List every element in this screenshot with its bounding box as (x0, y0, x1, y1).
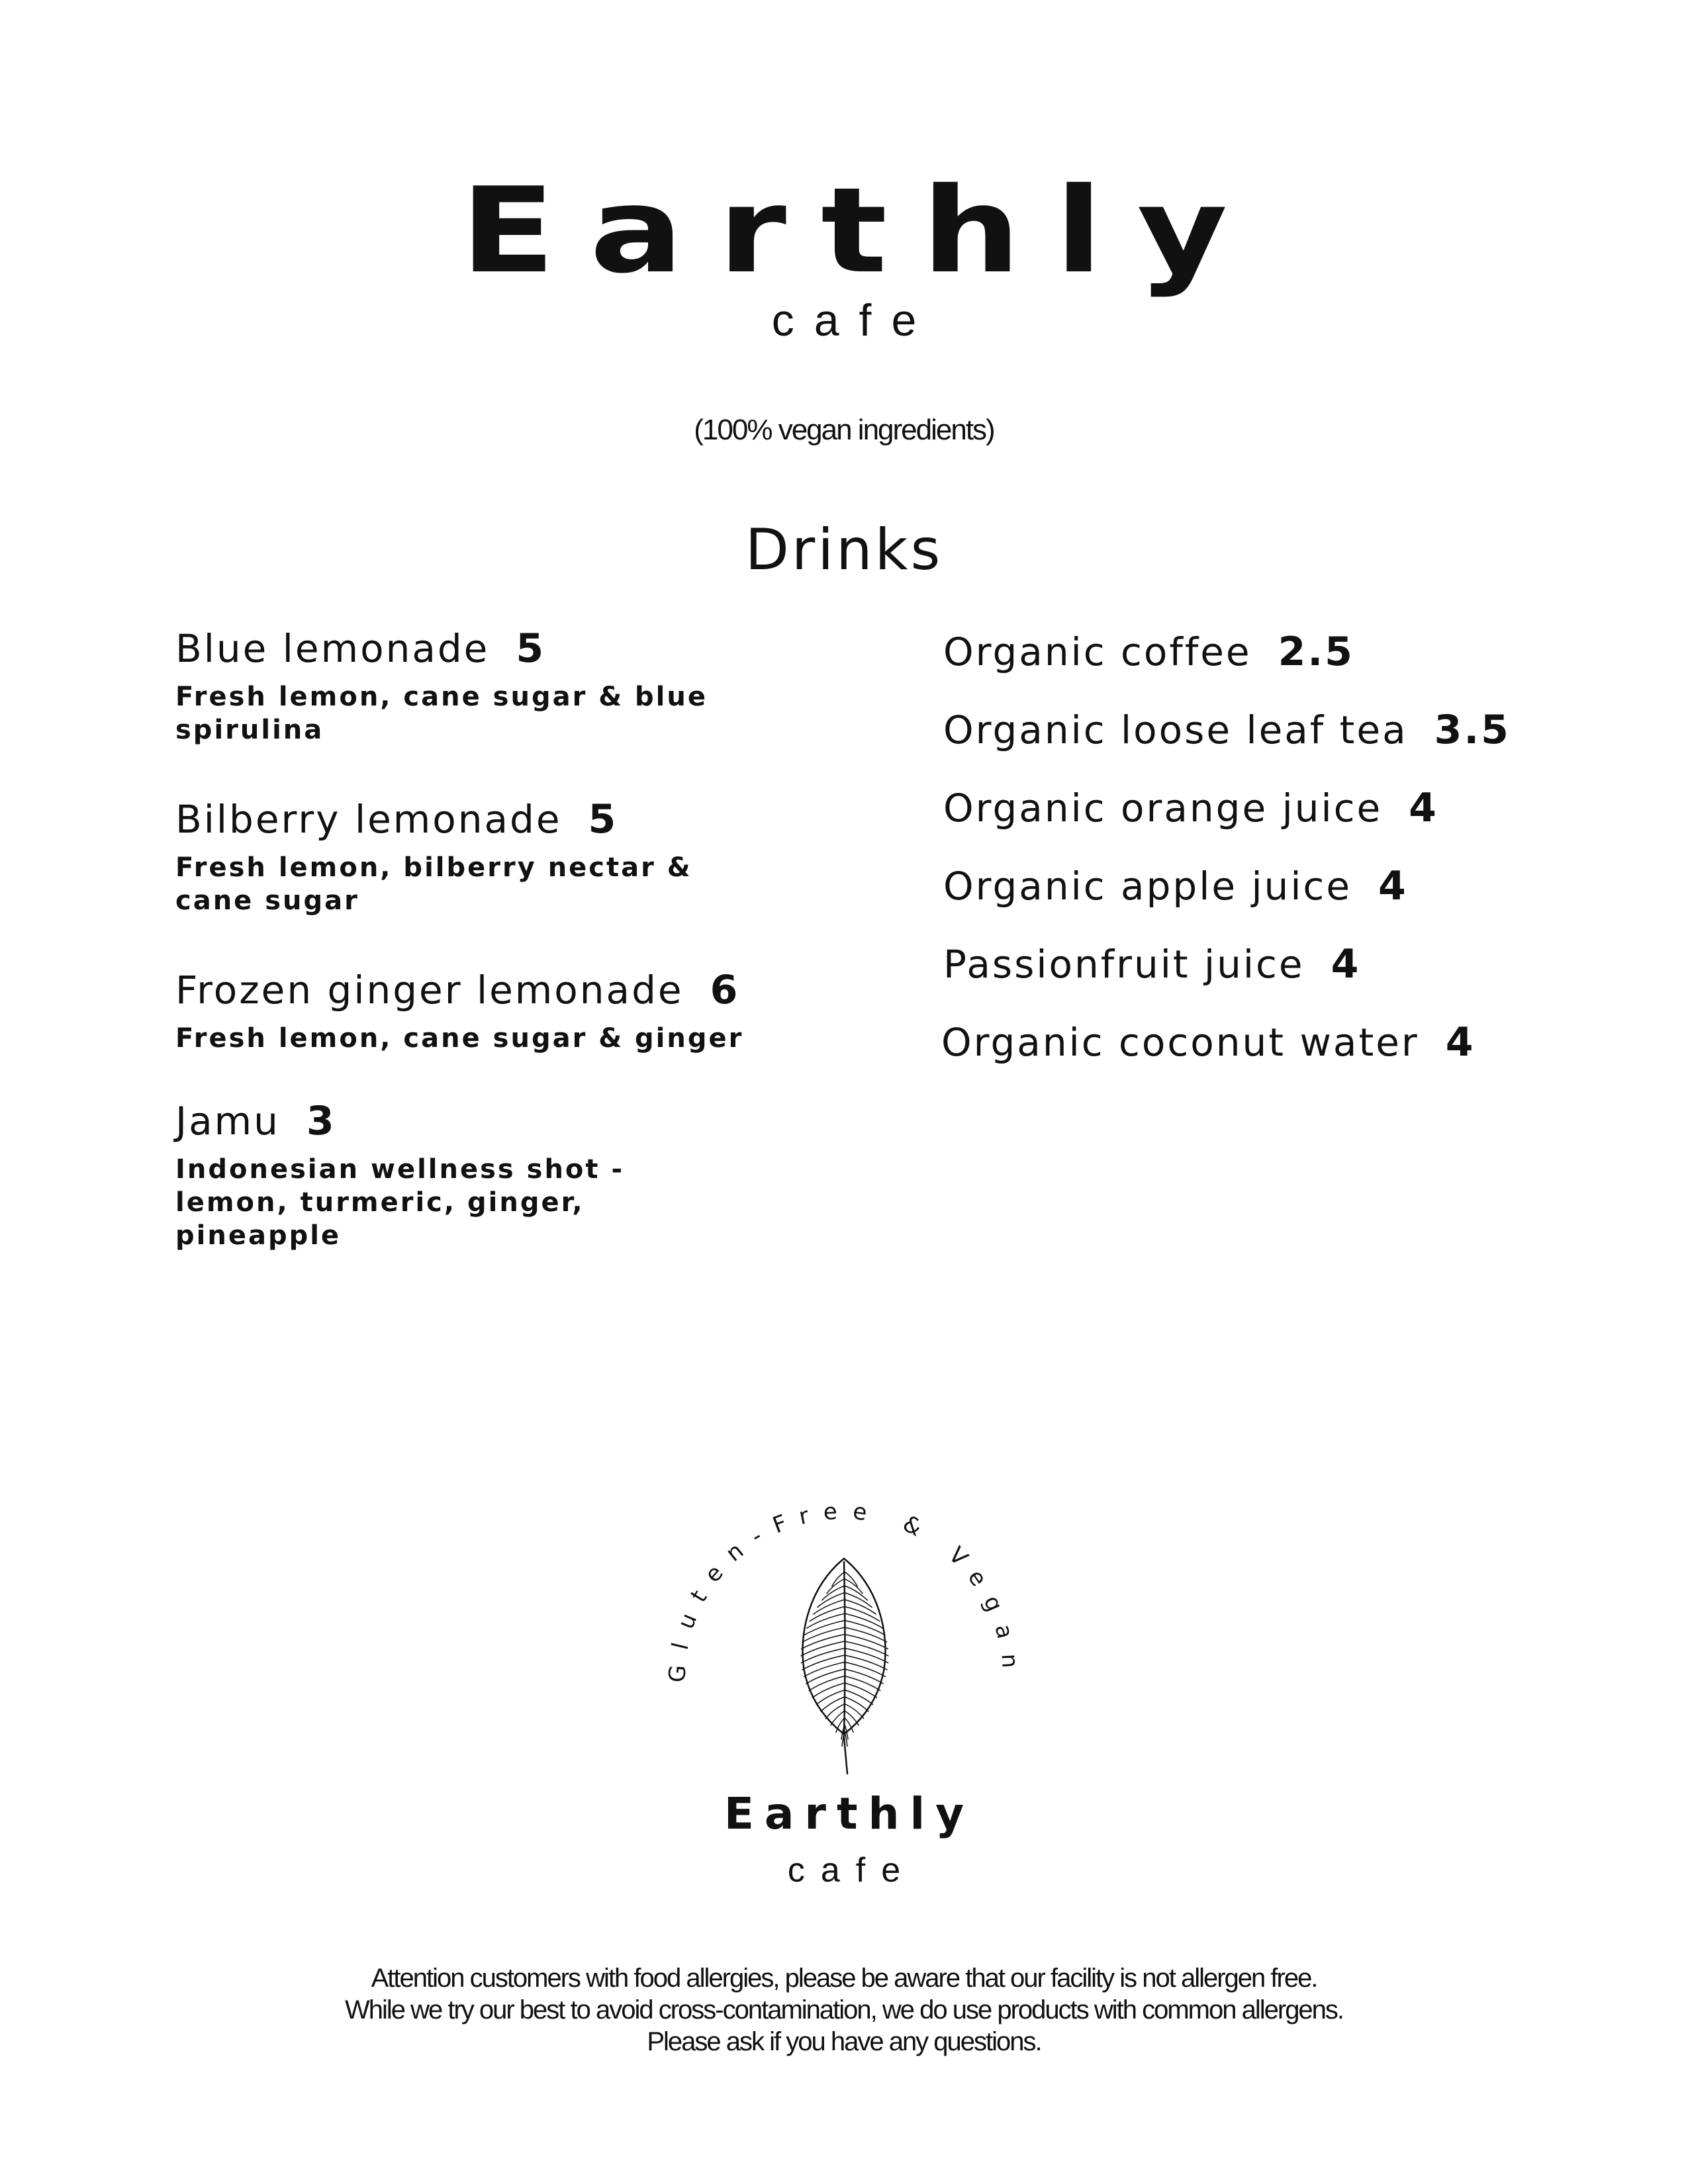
leaf-rib (845, 1669, 883, 1684)
leaf-rib (822, 1586, 845, 1600)
item-name: Organic apple juice (943, 864, 1352, 909)
leaf-rib (806, 1669, 845, 1684)
item-name: Blue lemonade (175, 626, 490, 671)
leaf-rib (845, 1572, 857, 1586)
leaf-rib (804, 1662, 845, 1677)
menu-item-bilberry-lemonade (175, 796, 745, 917)
item-price: 5 (588, 796, 618, 842)
item-name: Organic orange juice (943, 786, 1383, 831)
item-price: 6 (710, 967, 740, 1013)
logo-graphic (645, 1473, 1043, 1790)
leaf-rib (809, 1676, 845, 1691)
banana-leaf-icon (801, 1559, 888, 1774)
vegan-note: (100% vegan ingredients) (694, 414, 994, 446)
leaf-rib (832, 1572, 845, 1586)
item-description: Fresh lemon, bilberry nectar & cane sugar (175, 852, 692, 916)
leaf-rib (845, 1586, 867, 1600)
leaf-rib (845, 1683, 877, 1698)
leaf-rib (845, 1704, 864, 1719)
allergen-notice-line: While we try our best to avoid cross-contamination, we do use products with common allergens. (344, 1995, 1344, 2025)
item-price: 4 (1409, 785, 1438, 831)
allergen-notice (0, 1962, 1688, 2058)
menu-item-blue-lemonade (175, 625, 745, 747)
logo-brand-subtitle: cafe (787, 1851, 917, 1889)
menu-item-organic-orange-juice (943, 785, 1438, 831)
brand-subtitle: cafe (771, 295, 937, 345)
logo-brand-name: Earthly (724, 1788, 975, 1839)
menu-item-passionfruit-juice (943, 941, 1361, 987)
menu-item-frozen-ginger-lemonade (175, 967, 745, 1055)
item-name: Frozen ginger lemonade (175, 968, 684, 1013)
section-title-drinks: Drinks (745, 517, 943, 583)
leaf-rib (845, 1662, 886, 1677)
item-description: Fresh lemon, cane sugar & blue spirulina (175, 682, 708, 745)
leaf-rib (825, 1704, 845, 1719)
item-price: 2.5 (1278, 629, 1354, 675)
item-price: 3.5 (1434, 707, 1511, 753)
item-price: 4 (1378, 863, 1408, 909)
allergen-notice-line: Attention customers with food allergies, please be aware that our facility is not allergen free. (371, 1964, 1317, 1993)
item-name: Organic loose leaf tea (943, 707, 1408, 752)
item-name: Organic coffee (943, 629, 1252, 674)
leaf-rib (818, 1593, 845, 1608)
item-name: Passionfruit juice (943, 942, 1305, 987)
menu-item-organic-coffee (943, 629, 1354, 675)
brand-title: Earthly (460, 162, 1262, 299)
item-price: 5 (516, 625, 546, 672)
item-price: 4 (1445, 1019, 1476, 1066)
item-description: Indonesian wellness shot - lemon, turmeric, ginger, pineapple (175, 1154, 625, 1251)
menu-item-jamu (175, 1098, 745, 1252)
leaf-rib (845, 1676, 880, 1691)
leaf-rib (845, 1593, 872, 1608)
item-price: 4 (1331, 941, 1361, 987)
item-name: Jamu (175, 1099, 280, 1144)
arc-text-path: Gluten-Free & Vegan (663, 1498, 1024, 1684)
allergen-notice-line: Please ask if you have any questions. (647, 2027, 1041, 2056)
item-description: Fresh lemon, cane sugar & ginger (175, 1023, 744, 1054)
menu-item-organic-coconut-water (941, 1019, 1476, 1066)
item-name: Bilberry lemonade (175, 797, 562, 842)
logo (645, 1473, 1043, 1790)
item-price: 3 (306, 1098, 336, 1144)
menu-item-organic-apple-juice (943, 863, 1408, 909)
leaf-rib (812, 1683, 845, 1698)
item-name: Organic coconut water (941, 1020, 1419, 1065)
menu-item-organic-loose-leaf-tea (943, 707, 1511, 753)
